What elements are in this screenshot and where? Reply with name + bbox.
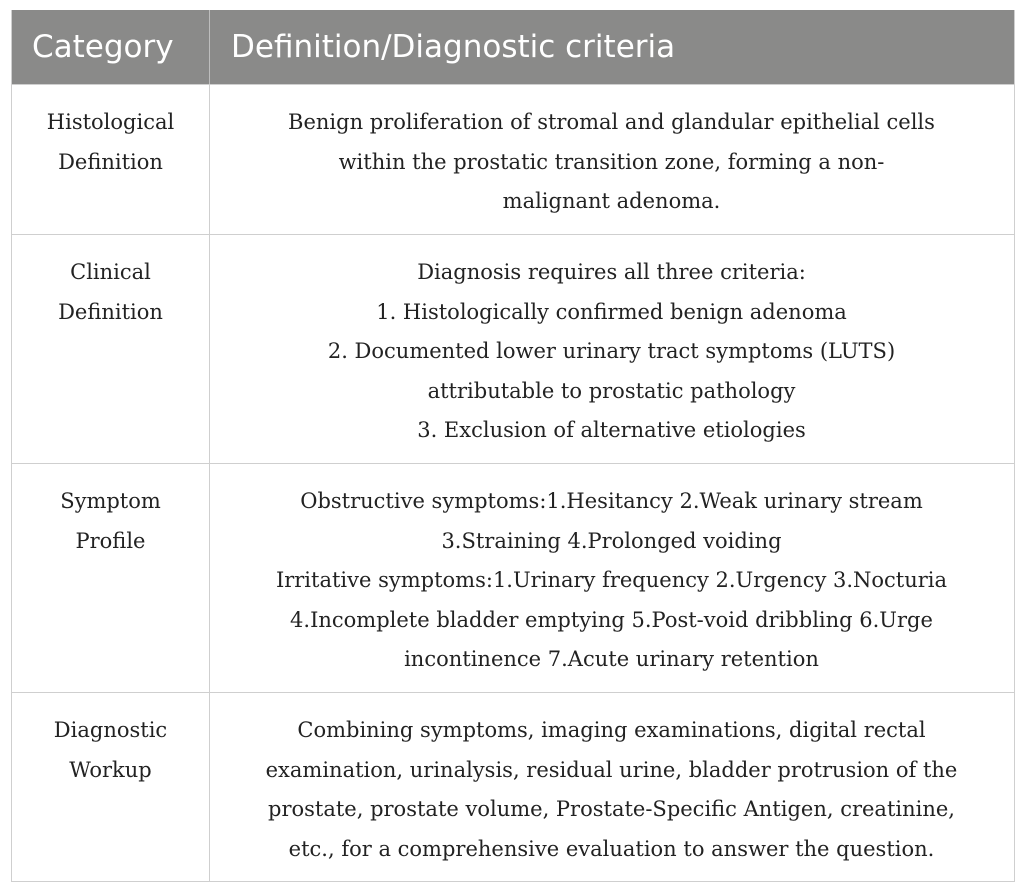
category-line: Histological xyxy=(46,110,175,134)
category-line: Profile xyxy=(75,528,146,553)
definition-line: 2. Documented lower urinary tract symptoms (LUTS) xyxy=(327,339,896,363)
definition-line: Obstructive symptoms:1.Hesitancy 2.Weak urinary stream xyxy=(300,489,923,513)
category-line: Definition xyxy=(58,149,163,174)
definition-cell xyxy=(210,235,1013,463)
header-category: Category xyxy=(12,10,210,84)
category-line: Workup xyxy=(69,757,152,782)
criteria-table xyxy=(11,10,1015,882)
category-line: Definition xyxy=(58,299,163,324)
category-line: Clinical xyxy=(70,260,151,284)
definition-line: attributable to prostatic pathology xyxy=(427,378,796,403)
definition-line: within the prostatic transition zone, forming a non- xyxy=(338,149,885,174)
category-line: Symptom xyxy=(60,489,161,513)
definition-line: etc., for a comprehensive evaluation to answer the question. xyxy=(288,836,935,861)
definition-line: Diagnosis requires all three criteria: xyxy=(417,260,806,284)
definition-line: prostate, prostate volume, Prostate-Specific Antigen, creatinine, xyxy=(268,797,955,821)
definition-line: Irritative symptoms:1.Urinary frequency 2.Urgency 3.Nocturia xyxy=(275,568,948,592)
definition-line: 4.Incomplete bladder emptying 5.Post-void dribbling 6.Urge xyxy=(290,607,933,632)
category-cell xyxy=(12,693,210,881)
table-row-histological xyxy=(12,84,1014,234)
header-definition: Definition/Diagnostic criteria xyxy=(231,29,676,65)
definition-line: Combining symptoms, imaging examinations, digital rectal xyxy=(297,718,926,742)
definition-line: 3. Exclusion of alternative etiologies xyxy=(417,418,806,442)
definition-line: malignant adenoma. xyxy=(502,189,721,213)
definition-line: incontinence 7.Acute urinary retention xyxy=(404,647,819,671)
table-row-clinical xyxy=(12,234,1014,463)
category-line: Diagnostic xyxy=(53,718,168,742)
category-cell xyxy=(12,464,210,692)
definition-cell xyxy=(210,693,1013,881)
definition-line: Benign proliferation of stromal and glandular epithelial cells xyxy=(288,110,935,134)
definition-cell xyxy=(210,464,1013,692)
definition-cell xyxy=(210,85,1013,234)
definition-line: 3.Straining 4.Prolonged voiding xyxy=(441,528,782,553)
category-cell xyxy=(12,85,210,234)
table-row-symptom xyxy=(12,463,1014,692)
table-header-row xyxy=(12,10,1014,84)
category-cell xyxy=(12,235,210,463)
definition-line: examination, urinalysis, residual urine, bladder protrusion of the xyxy=(265,757,958,782)
definition-line: 1. Histologically confirmed benign adenoma xyxy=(376,299,847,324)
table-row-diagnostic xyxy=(12,692,1014,881)
